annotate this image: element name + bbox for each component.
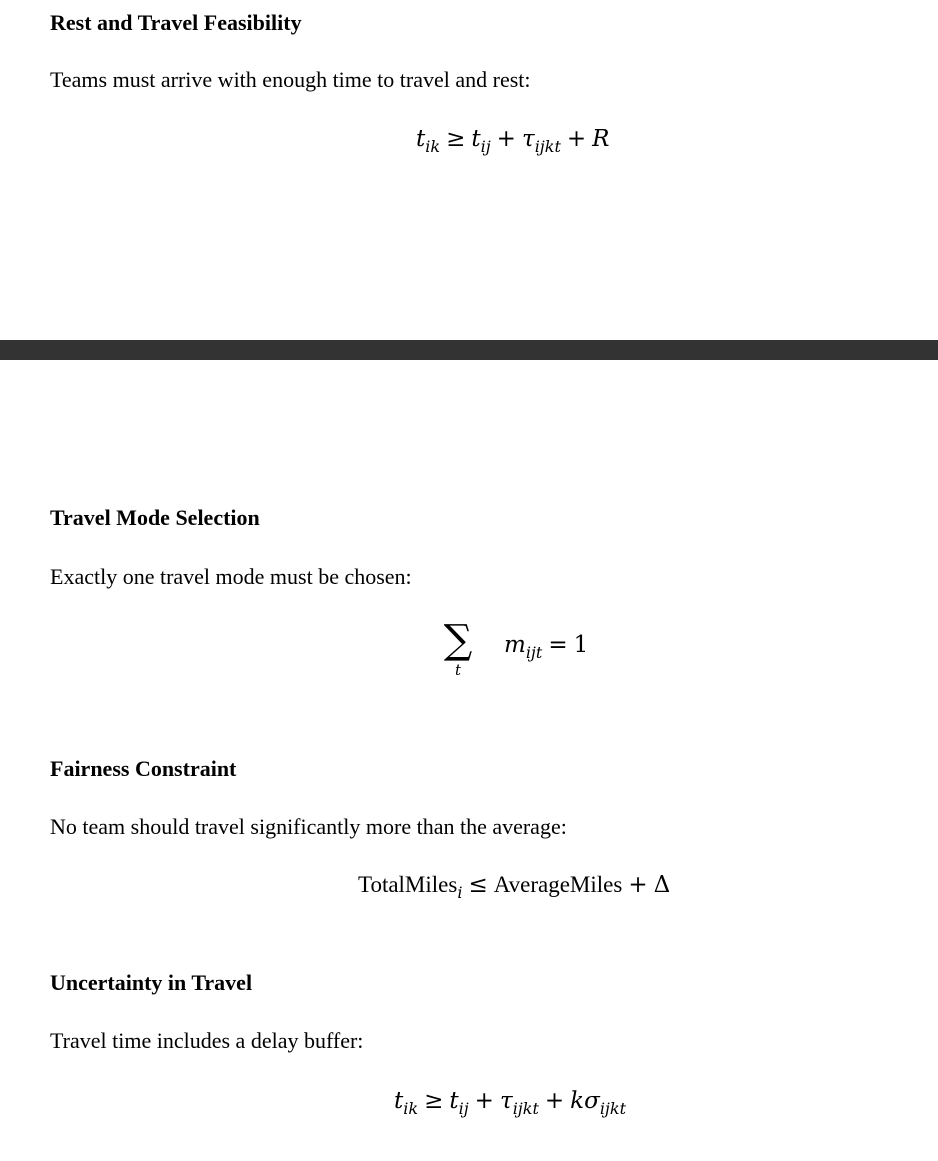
paragraph-mode-constraint: Exactly one travel mode must be chosen: bbox=[50, 564, 412, 589]
eq-var: t bbox=[449, 1088, 459, 1114]
eq-operator: ≥ bbox=[424, 1088, 444, 1114]
eq-var: σ bbox=[584, 1088, 600, 1114]
eq-operator: ≥ bbox=[446, 126, 466, 152]
paragraph-rest-constraint: Teams must arrive with enough time to travel and rest: bbox=[50, 67, 531, 92]
eq-sub: ij bbox=[480, 137, 491, 156]
equation-rest-feasibility bbox=[416, 124, 610, 154]
eq-var: R bbox=[592, 126, 610, 152]
heading-fairness-constraint: Fairness Constraint bbox=[50, 756, 237, 781]
eq-sub: ijkt bbox=[534, 137, 561, 156]
equation-fairness bbox=[358, 870, 670, 900]
eq-term: AverageMiles bbox=[493, 872, 623, 897]
document-page-top bbox=[0, 0, 938, 340]
eq-sub: i bbox=[457, 883, 463, 902]
equation-mode-selection bbox=[504, 630, 588, 660]
heading-travel-mode-selection: Travel Mode Selection bbox=[50, 505, 260, 530]
eq-sub: ik bbox=[403, 1099, 419, 1118]
eq-sub: ik bbox=[425, 137, 441, 156]
paragraph-uncertainty: Travel time includes a delay buffer: bbox=[50, 1028, 364, 1053]
eq-value: 1 bbox=[573, 632, 589, 658]
eq-var: τ bbox=[499, 1088, 513, 1114]
heading-uncertainty-in-travel: Uncertainty in Travel bbox=[50, 970, 253, 995]
eq-term: TotalMiles bbox=[358, 872, 458, 897]
eq-var: t bbox=[416, 126, 426, 152]
eq-operator: + bbox=[544, 1088, 565, 1114]
eq-operator: + bbox=[496, 126, 516, 152]
eq-operator: + bbox=[474, 1088, 494, 1114]
eq-var: k bbox=[570, 1088, 585, 1114]
eq-var: m bbox=[504, 632, 526, 658]
eq-var: τ bbox=[521, 126, 535, 152]
eq-var: t bbox=[471, 126, 481, 152]
sum-sign: ∑ bbox=[443, 617, 473, 663]
eq-operator: + bbox=[628, 872, 648, 898]
equation-uncertainty bbox=[394, 1086, 626, 1116]
sum-index: t bbox=[454, 661, 462, 679]
eq-sub: ijkt bbox=[512, 1099, 539, 1118]
eq-sub: ij bbox=[458, 1099, 469, 1118]
eq-operator: ≤ bbox=[468, 872, 488, 898]
equation-sum-operator bbox=[440, 617, 476, 677]
paragraph-fairness-constraint: No team should travel significantly more than the average: bbox=[50, 814, 567, 839]
page-divider bbox=[0, 340, 938, 360]
heading-rest-and-travel-feasibility: Rest and Travel Feasibility bbox=[50, 10, 302, 35]
eq-var: t bbox=[394, 1088, 404, 1114]
eq-sub: ijt bbox=[525, 643, 543, 662]
eq-operator: + bbox=[566, 126, 587, 152]
eq-operator: = bbox=[548, 632, 568, 658]
eq-term: Δ bbox=[653, 872, 671, 898]
eq-sub: ijkt bbox=[599, 1099, 627, 1118]
